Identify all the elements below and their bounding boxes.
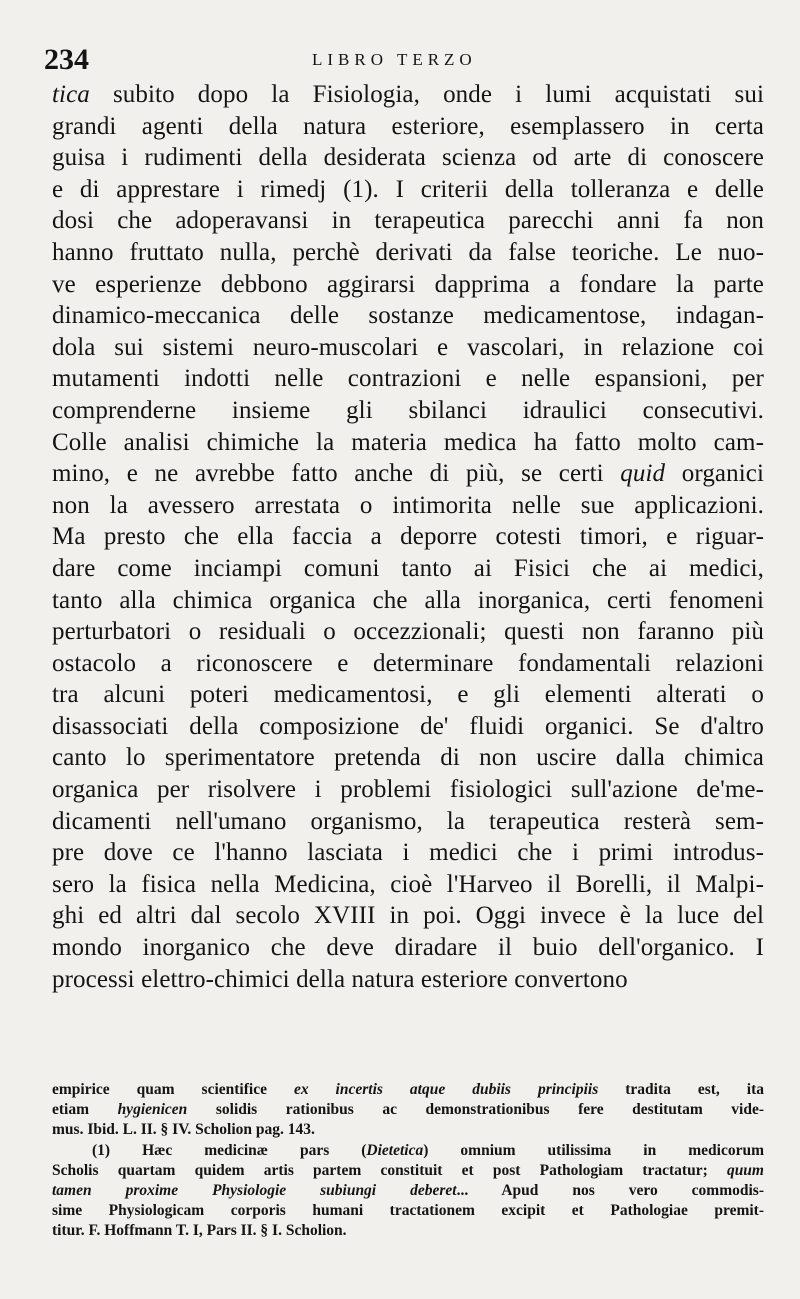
text-run: mondo inorganico che deve diradare il buio dell'organico. I — [52, 934, 764, 962]
text-run: mutamenti indotti nelle contrazioni e nelle espansioni, per — [52, 365, 764, 393]
running-title: LIBRO TERZO — [312, 50, 477, 69]
text-line — [52, 648, 764, 680]
text-run: sime Physiologicam corporis humani tractationem excipit et Pathologiae premit- — [52, 1202, 764, 1220]
text-run: disassociati della composizione de' fluidi organici. Se d'altro — [52, 712, 764, 740]
page-header — [44, 40, 764, 80]
text-run: organici — [665, 460, 765, 488]
text-line — [52, 585, 764, 617]
text-line — [52, 774, 764, 806]
footnote-line — [52, 1161, 764, 1181]
text-run: comprenderne insieme gli sbilanci idraulici consecutivi. — [52, 396, 764, 424]
text-run: titur. F. Hoffmann T. I, Pars II. § I. Scholion. — [52, 1222, 347, 1240]
footnotes — [52, 1080, 764, 1242]
text-run: Colle analisi chimiche la materia medica ha fatto molto cam- — [52, 428, 764, 456]
text-run: dare come inciampi comuni tanto ai Fisici che ai medici, — [52, 554, 764, 582]
text-line — [52, 964, 764, 996]
text-run: dicamenti nell'umano organismo, la terapeutica resterà sem- — [52, 807, 764, 835]
text-run: pre dove ce l'hanno lasciata i medici che i primi introdus- — [52, 839, 764, 867]
text-line — [52, 616, 764, 648]
text-line — [52, 237, 764, 269]
text-run: tra alcuni poteri medicamentosi, e gli elementi alterati o — [52, 681, 764, 709]
text-line — [52, 395, 764, 427]
text-line — [52, 490, 764, 522]
text-run: dola sui sistemi neuro-muscolari e vascolari, in relazione coi — [52, 333, 764, 361]
text-run: ghi ed altri dal secolo XVIII in poi. Oggi invece è la luce del — [52, 902, 764, 930]
footnote-line — [52, 1201, 764, 1221]
text-line — [52, 711, 764, 743]
text-line — [52, 79, 764, 111]
italic-run: quid — [620, 460, 666, 488]
text-run: Scholis quartam quidem artis partem constituit et post Pathologiam tractatur; — [52, 1161, 727, 1179]
text-run: sero la fisica nella Medicina, cioè l'Harveo il Borelli, il Malpi- — [52, 870, 764, 898]
text-line — [52, 427, 764, 459]
italic-run: Dietetica — [366, 1141, 424, 1159]
text-run: perturbatori o residuali o occezzionali; questi non faranno più — [52, 618, 764, 646]
text-run: ve esperienze debbono aggirarsi dapprima a fondare la parte — [52, 270, 764, 298]
footnote-line — [52, 1080, 764, 1100]
text-run: ) omnium utilissima in medicorum — [423, 1141, 764, 1159]
page-number: 234 — [44, 43, 89, 76]
text-line — [52, 932, 764, 964]
main-text — [52, 79, 764, 995]
italic-run: quum — [726, 1161, 764, 1179]
text-run: subito dopo la Fisiologia, onde i lumi acquistati sui — [89, 81, 764, 108]
text-line — [52, 806, 764, 838]
text-line — [52, 205, 764, 237]
italic-run: hygienicen — [117, 1101, 188, 1119]
text-run: non la avessero arrestata o intimorita nelle sue applicazioni. — [52, 491, 764, 519]
text-run: organica per risolvere i problemi fisiologici sull'azione de'me- — [52, 776, 764, 804]
text-line — [52, 900, 764, 932]
footnote-line — [52, 1141, 764, 1161]
text-run: solidis rationibus ac demonstrationibus fere destitutam vide- — [187, 1101, 764, 1119]
text-run: grandi agenti della natura esteriore, esemplassero in certa — [52, 112, 764, 140]
text-run: e di apprestare i rimedj (1). I criterii della tolleranza e delle — [52, 175, 764, 203]
text-line — [52, 332, 764, 364]
text-line — [52, 742, 764, 774]
text-line — [52, 521, 764, 553]
text-run: dosi che adoperavansi in terapeutica parecchi anni fa non — [52, 207, 764, 235]
text-line — [52, 269, 764, 301]
text-run: mus. Ibid. L. II. § IV. Scholion pag. 143. — [52, 1121, 315, 1139]
text-run: mino, e ne avrebbe fatto anche di più, se certi — [52, 460, 621, 488]
text-line — [52, 869, 764, 901]
footnote-line — [52, 1100, 764, 1120]
italic-run: ex incertis atque dubiis principiis — [293, 1081, 599, 1098]
text-line — [52, 679, 764, 711]
text-run: tradita est, ita — [598, 1081, 765, 1098]
text-run: tanto alla chimica organica che alla inorganica, certi fenomeni — [52, 586, 764, 614]
text-run: processi elettro-chimici della natura esteriore convertono — [52, 965, 628, 993]
text-line — [52, 300, 764, 332]
footnote-line — [52, 1120, 764, 1140]
footnote-line — [52, 1181, 764, 1201]
italic-run: tica — [52, 81, 90, 108]
text-run: (1) Hæc medicinæ pars ( — [92, 1141, 367, 1159]
footnote-line — [52, 1221, 764, 1241]
text-line — [52, 363, 764, 395]
text-line — [52, 111, 764, 143]
text-run: guisa i rudimenti della desiderata scienza od arte di conoscere — [52, 144, 764, 172]
text-run: empirice quam scientifice — [52, 1081, 294, 1098]
text-line — [52, 142, 764, 174]
text-run: Ma presto che ella faccia a deporre cotesti timori, e riguar- — [52, 523, 764, 551]
text-line — [52, 458, 764, 490]
italic-run: tamen proxime Physiologie subiungi deberet — [52, 1181, 457, 1199]
text-run: etiam — [52, 1101, 118, 1119]
text-run: canto lo sperimentatore pretenda di non uscire dalla chimica — [52, 744, 764, 772]
text-run: ... Apud nos vero commodis- — [456, 1181, 765, 1199]
text-run: hanno fruttato nulla, perchè derivati da false teoriche. Le nuo- — [52, 238, 764, 266]
text-line — [52, 174, 764, 206]
text-run: dinamico-meccanica delle sostanze medicamentose, indagan- — [52, 302, 764, 330]
text-line — [52, 837, 764, 869]
text-line — [52, 553, 764, 585]
text-run: ostacolo a riconoscere e determinare fondamentali relazioni — [52, 649, 764, 677]
